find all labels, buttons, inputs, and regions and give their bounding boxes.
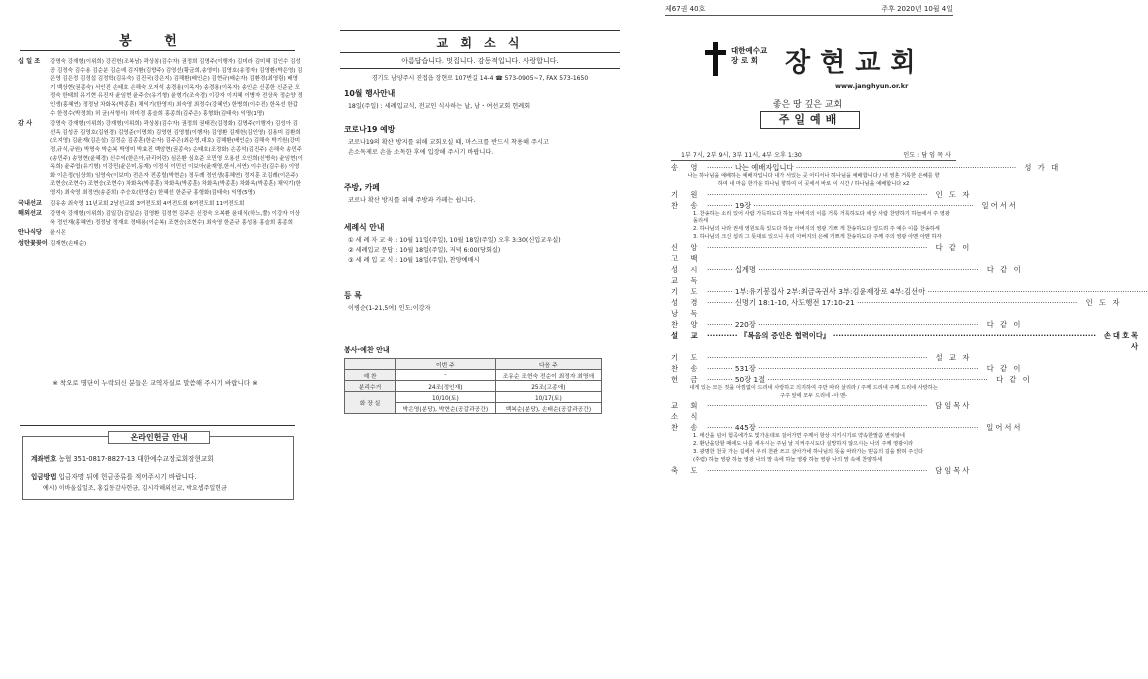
order-item — [671, 162, 1061, 173]
order-item-name: 찬 송 — [671, 200, 703, 210]
offering-group-names: 김유송 최숙영 11년교회 2남선교회 3여전도회 4여전도회 6여전도회 11여전도회 — [50, 200, 245, 207]
service-leader: 인도 : 담 임 목 사 — [903, 152, 951, 159]
order-item-name: 교 회 소 식 — [671, 401, 703, 422]
volunteer-heading: 봉사·예찬 안내 — [344, 346, 390, 354]
order-item-name: 축 도 — [671, 465, 703, 475]
bulletin-header — [665, 4, 953, 14]
method-text: 입금자명 뒤에 헌금종류를 적어주시기 바랍니다. — [58, 473, 197, 481]
order-item-name: 송 영 — [671, 163, 703, 172]
news-sub-rule — [340, 68, 620, 69]
table-header: 다음 주 — [495, 359, 601, 370]
table-cell: 박은영(분당), 박현순(공갈과공간) — [396, 403, 496, 414]
order-item-leader: 다 같 이 — [996, 374, 1032, 384]
order-item-leader: 일어서서 — [986, 423, 1023, 433]
order-item-detail: ··········· 220장 ······························································································· — [707, 319, 979, 329]
order-item — [671, 286, 1148, 297]
order-item — [671, 422, 1023, 433]
order-item — [671, 297, 1122, 319]
news-line: 18일(주일) : 세례입교식, 전교인 식사하는 날, 남・여선교회 헌례회 — [348, 103, 531, 110]
offering-group-names: 윤시온 — [50, 230, 66, 237]
news-line: 코로나 확산 방지를 위해 주방과 카페는 쉽니다. — [348, 197, 476, 204]
news-line: 코로나19의 확산 방지를 위해 교회오실 때, 마스크를 반드시 착용해 주시고 — [348, 139, 549, 146]
hymn-lyrics: 내게 있는 모든 것을 아낌없이 드리네 사랑하고 의지하여 주만 따라 살리라 / 주께 드리네 주께 드리네 사랑하는 구주 앞에 모두 드리네 -아 멘- — [689, 384, 938, 399]
order-item-leader: 손대호목사 — [1103, 330, 1141, 351]
worship-title: 주일예배 — [760, 111, 860, 129]
offering-group-label: 감 사 — [18, 120, 33, 128]
order-item-name: 찬 송 — [671, 363, 703, 373]
method-example: 예시) 이바울십일조, 홍길동감사헌금, 김시각해외선교, 박요셉주일헌금 — [43, 485, 227, 492]
order-item — [671, 374, 1032, 385]
church-news-column — [330, 0, 630, 679]
church-name: 장현교회 — [785, 48, 926, 78]
account-label: 계좌번호 — [31, 455, 57, 463]
service-times: 1부 7시, 2부 9시, 3부 11시, 4부 오후 1:30 — [681, 152, 802, 159]
worship-order-column — [655, 0, 1148, 679]
account-row — [31, 453, 291, 463]
news-subtitle: 아름답습니다. 멋집니다. 감동적입니다. 사랑합니다. — [401, 57, 559, 65]
cross-icon — [703, 42, 727, 76]
news-top-rule — [340, 30, 620, 31]
order-item-detail: ··········· 19장 ······························································································· — [707, 200, 974, 210]
order-item — [671, 400, 972, 422]
hymn-verse: 3. 하나님의 크신 섭리 그 뜻대로 있으니 우리 아버지의 은혜 기쁘게 찬송하도다 주께 주의 영광 아멘 아멘 하자 — [693, 233, 942, 240]
order-item — [671, 363, 1023, 374]
offering-group-names: 강명숙 강재형(이위희) 김일강(김일순) 김영환 김정현 김주은 신정숙 오복환 윤대식(하노,쭐) 이강자 이상욱 정인재(홍혜연) 정정남 정재호 정태용(이순복) 조현승(조현수) 최숙영 한준규 홍성용 홍슬희 홍종희 — [50, 211, 300, 226]
order-item-detail: ······························································································· — [707, 465, 928, 475]
news-section-covid — [344, 124, 619, 158]
table-cell: 화 장 실 — [345, 392, 396, 414]
service-times-row — [681, 150, 951, 159]
offering-group-label: 해외선교 — [18, 210, 42, 218]
denomination-line: 장 로 회 — [731, 56, 758, 65]
offering-divider — [20, 50, 295, 51]
hymn-verse: 2. 하나님의 나라 권세 영원토록 있도다 하늘 아버지의 영광 기쁘 게 찬송하도다 엎드려 주 예수 이름 찬송하세 — [693, 226, 940, 233]
order-item-name: 성 시 교 독 — [671, 264, 703, 285]
news-section-heading: 코로나19 예방 — [344, 125, 396, 134]
offering-group-label: 십 일 조 — [18, 58, 41, 65]
order-item-leader: 담임목사 — [935, 465, 972, 475]
hymn-verses — [671, 433, 956, 464]
news-section-baptism — [344, 222, 619, 266]
order-item — [671, 200, 1018, 211]
offering-group — [18, 200, 303, 209]
table-header: 이번 주 — [396, 359, 496, 370]
order-item — [671, 242, 972, 264]
order-item-leader: 일어서서 — [981, 200, 1018, 210]
online-offering-title: 온라인헌금 안내 — [108, 431, 210, 444]
order-item-detail: ··········· 『복음의 증인은 협력이다』 ······························································································· — [707, 330, 1097, 340]
order-item-name: 신 앙 고 백 — [671, 242, 703, 263]
order-item — [671, 319, 1023, 330]
offering-group-names: 강명숙 강재형(이위희) 강재형(이위희) 곽상봉(김수자) 권정희 권태진(김정화) 김명주(이행자) 김성아 김선옥 김성공 김영호(김원경) 김영준(이명희) 김영헌 김영철(이행자) 김영환 김재헌(김인영) 김용미 김환희(오지영) 김윤재(김은설) 김정순 김종훈(한순자) 김주은(최은영,대호) 김해환(배인순) 김해숙 박기원(강미정,규식,규원) 박명숙 박순복 박영미 박효진 백암현(권종숙) 손태호(조정화) 손종석(김진주) 손해숙 송민주(송민주) 송영현(윤혜경) 신수익(한은아,규리어린) 심은환 심호준 오민영 오용선 오인희(신병숙) 윤임현(이옥희) 윤주엽(유기형) 이강민(윤은미,동재) 이정식 이민선 이보아(윤재영,한서,서연) 이수진(김수용) 이영화 이은정(임상희) 임영숙(이보미) 전은자 전종렬(박현순) 정두례 정인생(홍혜연) 정지훈 조김례(이은주) 조현승(조현수) 조현승(조현수) 차화옥(박종훈) 차화옥(박종훈) 차화옥(박종훈) 차화옥(박종훈) 채익기(한영지) 최숙영 최정연(송준희) 추승호(한영순) 한혜선 한준규 홍형화(김태숙) 익명(5명) — [50, 121, 303, 196]
offering-group-label: 국내선교 — [18, 199, 42, 207]
denomination-label — [731, 46, 767, 66]
hymn-lyrics: 나는 하나님을 예배하는 예배자입니다 내가 서있는 곳 어디서나 하나님을 예배합니다 / 내 영혼 거룩한 은혜를 향하여 내 마음 한가운 하나님 향하여 이 곳에서 바로 이 시간 / 하나님을 예배합니다 x2 — [687, 173, 940, 187]
order-item-detail: ··········· 531장 ······························································································· — [707, 363, 979, 373]
offering-group — [18, 210, 303, 227]
order-item-leader: 다 같 이 — [986, 319, 1023, 329]
offering-group — [18, 120, 303, 197]
table-cell: 백복순(분당), 손태순(공갈과공간) — [495, 403, 601, 414]
order-item-name: 성 경 낭 독 — [671, 297, 703, 318]
volunteer-section — [344, 345, 619, 414]
table-row — [345, 359, 602, 370]
hymn-verse: 1. 태산을 넘어 험곡에가도 빛가운데로 걸어가면 주께서 항상 지키시기로 약속한말씀 변치않네 — [693, 433, 905, 440]
offering-group — [18, 240, 303, 249]
order-item — [671, 330, 1141, 352]
church-address: 경기도 남양주시 진접읍 장현로 107번길 14-4 ☎ 573-0905~7, FAX 573-1650 — [371, 75, 589, 82]
news-section-events — [344, 88, 619, 112]
news-title-rule — [340, 52, 620, 53]
church-logo — [703, 42, 933, 78]
hymn-verse: 3. 광명한 천국 가는 길에서 우리 천관 쓰고 살아가네 하나님의 뜻을 따라가는 믿음의 길을 밝혀 주신다 — [693, 448, 924, 455]
table-row — [345, 381, 602, 392]
news-line: ② 세례입교 문답 : 10월 18일(주일), 저녁 6:00(당회실) — [348, 247, 501, 254]
table-cell: 24조(정인재) — [396, 381, 496, 392]
hymn-verse: 1. 찬송하는 소리 있어 사람 가득하도다 하늘 아버지의 이름 거룩 거룩하도다 세상 사람 찬양하기 하늘에서 주 영광 돌리세 — [693, 210, 950, 225]
order-item — [671, 352, 972, 363]
order-item-detail: ··········· 나는 예배자입니다 ······························································································· — [707, 163, 1017, 172]
offering-group — [18, 229, 303, 238]
order-item — [671, 264, 1023, 286]
order-item-leader: 담임목사 — [935, 401, 972, 411]
news-line: ① 세 례 자 교 육 : 10월 11일(주일), 10월 18일(주일) 오후 3:30(신입교우실) — [348, 237, 561, 244]
order-item-name: 찬 송 — [671, 423, 703, 433]
news-line: 이병순(1-21,5여) 인도:이강자 — [348, 305, 431, 312]
section-divider — [20, 425, 295, 426]
offering-column — [0, 0, 310, 679]
order-item-name: 헌 금 — [671, 374, 703, 384]
order-item-leader: 인 도 자 — [935, 189, 972, 199]
order-item-name: 기 도 — [671, 286, 703, 296]
table-cell: 25조(고종애) — [495, 381, 601, 392]
offering-group-label: 성탄꽃꽂이 — [18, 239, 48, 247]
table-cell: 분리수거 — [345, 381, 396, 392]
order-item-leader: 성 가 대 — [1024, 163, 1061, 172]
order-of-worship — [671, 162, 1148, 476]
news-section-heading: 10월 행사안내 — [344, 89, 396, 98]
order-item-leader: 다 같 이 — [986, 264, 1023, 274]
online-offering-box — [22, 433, 294, 500]
news-line: ③ 세 례 입 교 식 : 10월 18일(주일), 찬양예배시 — [348, 257, 480, 264]
issue-number: 제67권 40호 — [665, 5, 706, 13]
offering-list — [18, 58, 303, 250]
news-title: 교 회 소 식 — [436, 36, 524, 50]
news-section-kitchen — [344, 182, 619, 206]
table-row — [345, 392, 602, 403]
method-label: 입금방법 — [31, 473, 57, 481]
table-cell: - — [396, 370, 496, 381]
order-item-detail: ······························································································· — [707, 242, 928, 252]
omission-note: ※ 착오로 명단이 누락되신 분들은 교역자실로 말씀해 주시기 바랍니다 ※ — [52, 379, 258, 387]
news-line: 손소독제로 손을 소독한 후에 입장해 주시기 바랍니다. — [348, 149, 494, 156]
table-row — [345, 370, 602, 381]
order-item-detail: ··········· 1부:유기봉집사 2부:최금옥권사 3부:김윤제장로 4부:김선아 ······························································································· — [707, 286, 1148, 296]
order-item-name: 기 원 — [671, 189, 703, 199]
offering-group-names: 강명숙 강재형(이위희) 강진헌(조복남) 곽상봉(김수자) 권정희 김명주(이행자) 김미라 김미혜 김인수 김성공 김정숙 김수용 김순분 김순예 김지환(김향주) 김영선(황금희,송영미) 김영호(송정자) 김영환(박은영) 김은영 김은정 김정섭 김정학(김유숙) 김진국(강은지) 김해환(배인순) 김현규(배순자) 김환경(최영림) 배영기 백상현(권종숙) 서인진 손태호 손해숙 오저석 송경용(이옥자) 송경용(이옥자) 송인순 신종한 신준균 오정숙 한태희 유기현 유진자 윤임현 윤주승(유기형) 윤형기(조숙경) 이강자 이지혜 이병자 전상욱 정순양 정인생(홍혜연) 정정남 차화옥(박종훈) 채익기(한영지) 최숙영 최정수(강혜인) 한병희(이수진) 한옥선 한갑수 한정수(박정희) 허 균(서형서) 허미경 홍슬희 홍종희(김주은) 홍형화(김태숙) 익명(1명) — [50, 59, 303, 117]
issue-date: 주후 2020년 10월 4일 — [881, 5, 953, 13]
news-section-heading: 주방, 카페 — [344, 183, 380, 192]
news-section-registration — [344, 290, 619, 314]
offering-group — [18, 58, 303, 118]
hymn-verses — [671, 211, 956, 242]
order-rule — [671, 160, 956, 161]
offering-group-names: 김재현(손태순) — [50, 240, 87, 247]
hymn-verse: (후렴) 하늘 영광 하늘 영광 나의 맘 속에 하늘 영광 하늘 영광 나의 맘 속에 찬양하세 — [693, 456, 883, 463]
order-item-name: 설 교 — [671, 330, 703, 340]
order-item-leader: 설 교 자 — [935, 352, 972, 362]
order-item-detail: ··········· 신명기 18:1-10, 사도행전 17:10-21 ······························································································· — [707, 297, 1078, 307]
order-item-name: 기 도 — [671, 352, 703, 362]
order-item — [671, 189, 972, 200]
order-item — [671, 465, 972, 476]
denomination-line: 대한예수교 — [731, 46, 768, 55]
volunteer-table — [344, 358, 602, 414]
order-item-detail: ··········· 445장 ······························································································· — [707, 423, 979, 433]
news-section-heading: 등 록 — [344, 291, 362, 300]
order-item-leader: 인 도 자 — [1085, 297, 1122, 307]
news-section-heading: 세례식 안내 — [344, 223, 385, 232]
header-rule — [665, 15, 953, 16]
order-item-leader: 다 같 이 — [986, 363, 1023, 373]
hymn-verse: 2. 환난을당할 때에도 나를 세우시는 주님 날 지켜주시도다 실망하지 않으시는 나의 주께 영광이라 — [693, 441, 914, 448]
method-row — [31, 471, 291, 481]
order-item-detail: ······························································································· — [707, 401, 928, 411]
table-cell: 10/17(토) — [495, 392, 601, 403]
table-cell: 조유순 조현숙 전순이 최정자 최영애 — [495, 370, 601, 381]
table-cell: 예 찬 — [345, 370, 396, 381]
account-number: 농협 351-0817-8827-13 대한예수교장로회장현교회 — [58, 455, 214, 463]
table-cell: 10/10(토) — [396, 392, 496, 403]
church-slogan: 좋은 땅 깊은 교회 — [772, 100, 843, 110]
order-item-leader: 다 같 이 — [935, 242, 972, 252]
order-item-detail: ······························································································· — [707, 189, 928, 199]
offering-group-label: 안나식당 — [18, 229, 42, 237]
order-item-detail: ··········· 십계명 ······························································································· — [707, 264, 979, 274]
order-item-detail: ··········· 50장 1절 ······························································································· — [707, 374, 988, 384]
order-item-detail: ······························································································· — [707, 352, 928, 362]
order-item-name: 찬 양 — [671, 319, 703, 329]
offering-title: 봉 헌 — [119, 34, 191, 49]
church-url[interactable]: www.janghyun.or.kr — [835, 82, 909, 90]
